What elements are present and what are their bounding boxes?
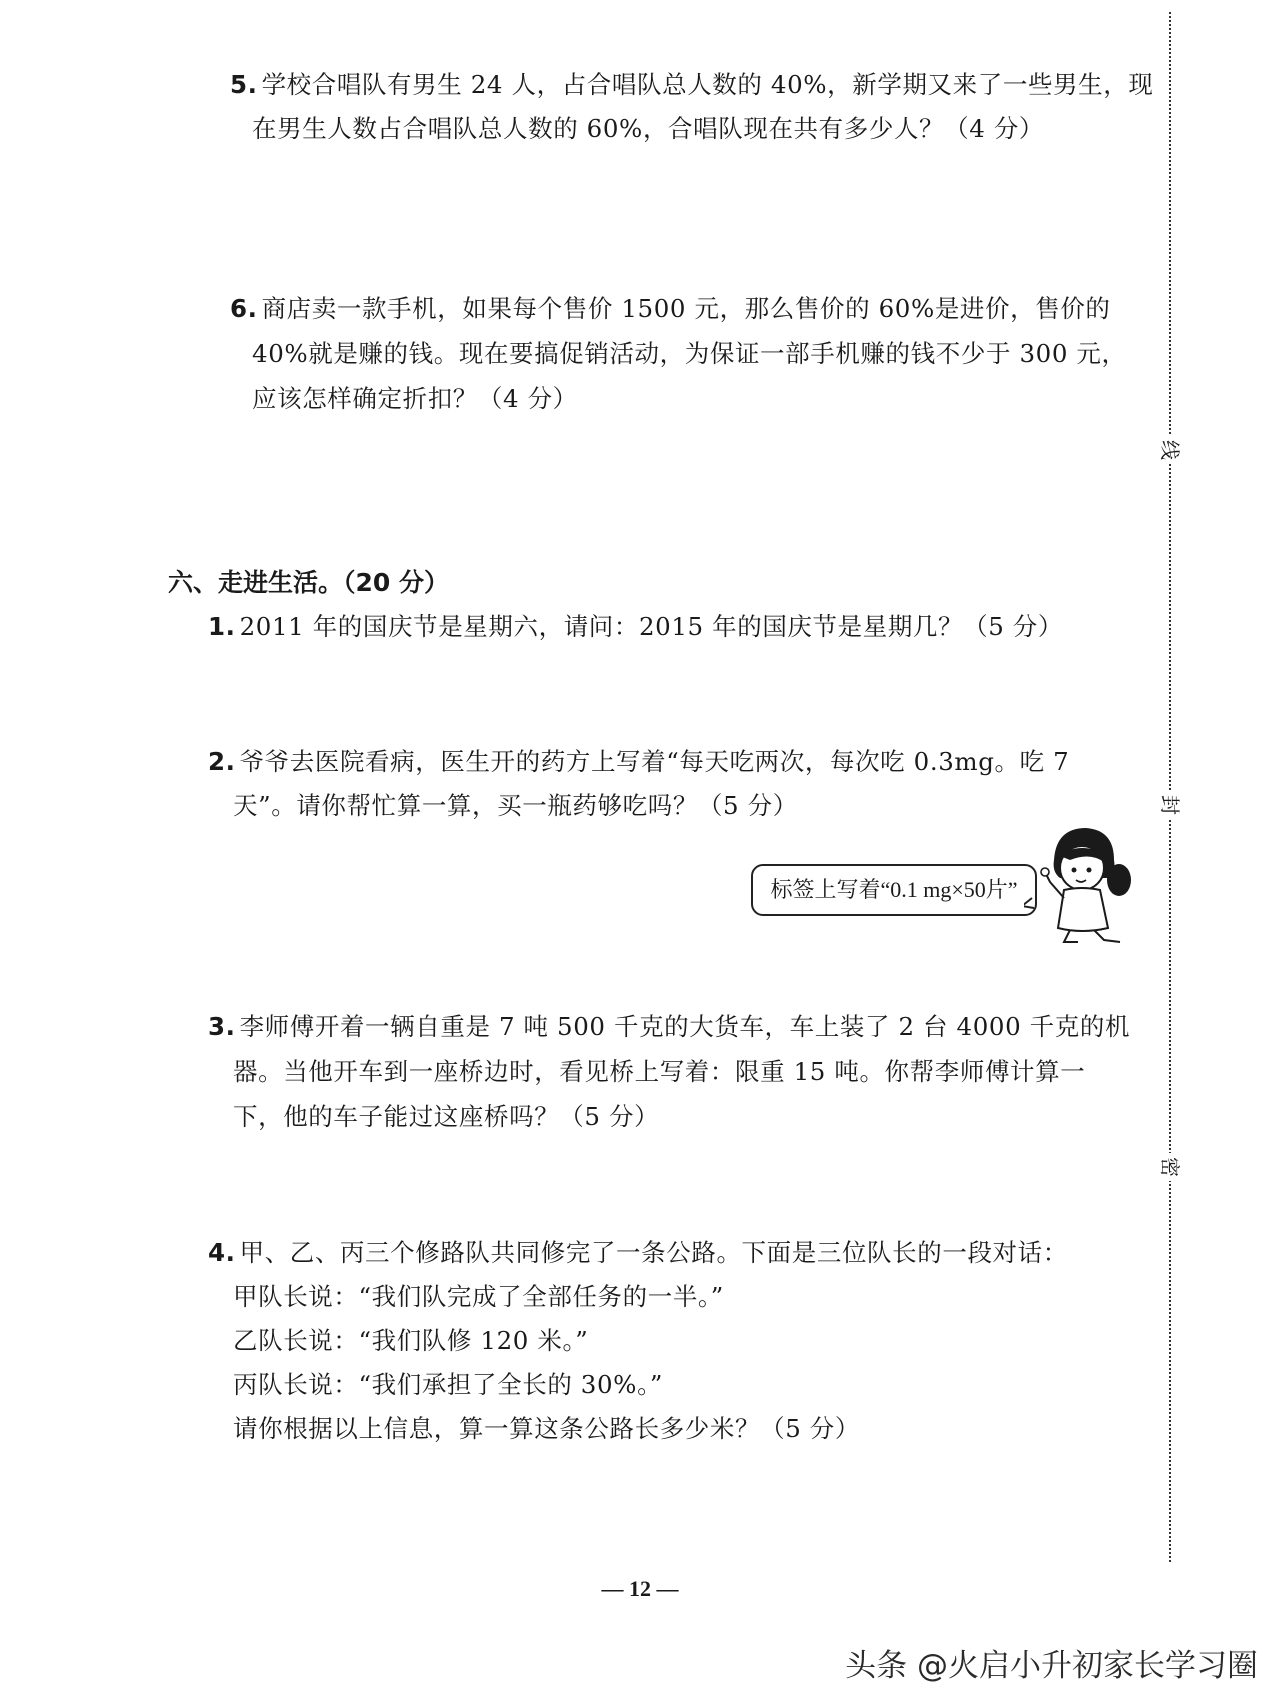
- binding-dotted-line: [1169, 12, 1171, 1562]
- question-5-line-1: 5. 学校合唱队有男生 24 人，占合唱队总人数的 40%，新学期又来了一些男生，现: [230, 70, 1154, 99]
- question-number: 4.: [208, 1238, 236, 1267]
- binding-char-feng: 封: [1155, 791, 1185, 819]
- binding-char-mi: 密: [1155, 1153, 1185, 1181]
- question-number: 2.: [208, 747, 236, 776]
- question-6-line-3: 应该怎样确定折扣？（4 分）: [252, 384, 578, 413]
- section6-question-3-line-3: 下，他的车子能过这座桥吗？（5 分）: [233, 1102, 660, 1131]
- question-number: 3.: [208, 1012, 236, 1041]
- section6-question-4-line-3: 乙队长说：“我们队修 120 米。”: [233, 1326, 589, 1355]
- section-6-heading: 六、走进生活。（20 分）: [168, 568, 449, 597]
- question-number: 5.: [230, 70, 258, 99]
- section6-question-3-line-2: 器。当他开车到一座桥边时，看见桥上写着：限重 15 吨。你帮李师傅计算一: [233, 1057, 1086, 1086]
- girl-illustration: [1024, 820, 1134, 950]
- section6-question-2-line-2: 天”。请你帮忙算一算，买一瓶药够吃吗？（5 分）: [233, 791, 798, 820]
- binding-char-xian: 线: [1155, 436, 1185, 464]
- question-5-line-2: 在男生人数占合唱队总人数的 60%，合唱队现在共有多少人？（4 分）: [252, 114, 1045, 143]
- question-6-line-2: 40%就是赚的钱。现在要搞促销活动，为保证一部手机赚的钱不少于 300 元，: [252, 339, 1127, 368]
- watermark-text: 头条 @火启小升初家长学习圈: [845, 1648, 1258, 1684]
- speech-bubble: 标签上写着“0.1 mg×50片”: [751, 864, 1037, 916]
- section6-question-3-line-1: 3. 李师傅开着一辆自重是 7 吨 500 千克的大货车，车上装了 2 台 4000 千克的机: [208, 1012, 1131, 1041]
- question-number: 6.: [230, 294, 258, 323]
- section6-question-2-line-1: 2. 爷爷去医院看病，医生开的药方上写着“每天吃两次，每次吃 0.3mg。吃 7: [208, 747, 1070, 776]
- section6-question-4-line-2: 甲队长说：“我们队完成了全部任务的一半。”: [233, 1282, 724, 1311]
- page-number: — 12 —: [601, 1576, 679, 1601]
- section6-question-4-line-1: 4. 甲、乙、丙三个修路队共同修完了一条公路。下面是三位队长的一段对话：: [208, 1238, 1068, 1267]
- question-number: 1.: [208, 612, 236, 641]
- section6-question-4-line-4: 丙队长说：“我们承担了全长的 30%。”: [233, 1370, 664, 1399]
- section6-question-1-line-1: 1. 2011 年的国庆节是星期六，请问：2015 年的国庆节是星期几？（5 分）: [208, 612, 1064, 641]
- question-6-line-1: 6. 商店卖一款手机，如果每个售价 1500 元，那么售价的 60%是进价，售价的: [230, 294, 1111, 323]
- section6-question-4-line-5: 请你根据以上信息，算一算这条公路长多少米？（5 分）: [233, 1414, 860, 1443]
